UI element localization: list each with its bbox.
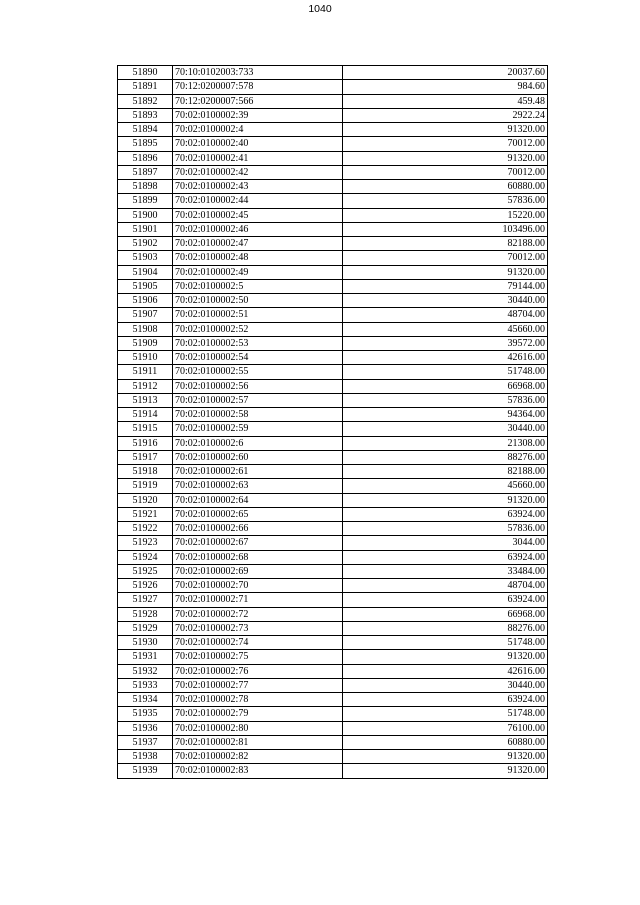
cadastral-value-cell: 21308.00 <box>343 436 548 450</box>
table-row <box>118 550 548 564</box>
row-number-cell: 51915 <box>118 422 173 436</box>
cadastral-number-cell: 70:02:0100002:5 <box>173 279 343 293</box>
row-number-cell: 51911 <box>118 365 173 379</box>
table-row <box>118 579 548 593</box>
row-number-cell: 51913 <box>118 393 173 407</box>
cadastral-number-cell: 70:02:0100002:47 <box>173 237 343 251</box>
cadastral-number-cell: 70:02:0100002:48 <box>173 251 343 265</box>
cadastral-value-cell: 30440.00 <box>343 294 548 308</box>
row-number-cell: 51929 <box>118 621 173 635</box>
table-row <box>118 165 548 179</box>
cadastral-value-cell: 51748.00 <box>343 707 548 721</box>
table-row <box>118 308 548 322</box>
cadastral-value-cell: 66968.00 <box>343 607 548 621</box>
cadastral-number-cell: 70:02:0100002:71 <box>173 593 343 607</box>
row-number-cell: 51928 <box>118 607 173 621</box>
table-row <box>118 265 548 279</box>
cadastral-number-cell: 70:02:0100002:67 <box>173 536 343 550</box>
cadastral-number-cell: 70:02:0100002:78 <box>173 693 343 707</box>
cadastral-number-cell: 70:02:0100002:61 <box>173 465 343 479</box>
cadastral-number-cell: 70:02:0100002:46 <box>173 222 343 236</box>
cadastral-number-cell: 70:02:0100002:54 <box>173 351 343 365</box>
cadastral-number-cell: 70:02:0100002:66 <box>173 522 343 536</box>
row-number-cell: 51932 <box>118 664 173 678</box>
cadastral-value-cell: 70012.00 <box>343 165 548 179</box>
cadastral-value-cell: 70012.00 <box>343 137 548 151</box>
table-row <box>118 108 548 122</box>
table-row <box>118 507 548 521</box>
cadastral-number-cell: 70:02:0100002:65 <box>173 507 343 521</box>
cadastral-value-cell: 984.60 <box>343 80 548 94</box>
cadastral-number-cell: 70:02:0100002:77 <box>173 678 343 692</box>
row-number-cell: 51923 <box>118 536 173 550</box>
table-row <box>118 664 548 678</box>
cadastral-value-cell: 79144.00 <box>343 279 548 293</box>
cadastral-number-cell: 70:02:0100002:79 <box>173 707 343 721</box>
row-number-cell: 51922 <box>118 522 173 536</box>
table-row <box>118 493 548 507</box>
cadastral-value-cell: 91320.00 <box>343 750 548 764</box>
cadastral-value-cell: 20037.60 <box>343 66 548 80</box>
row-number-cell: 51901 <box>118 222 173 236</box>
cadastral-value-cell: 91320.00 <box>343 650 548 664</box>
row-number-cell: 51909 <box>118 336 173 350</box>
row-number-cell: 51936 <box>118 721 173 735</box>
table-row <box>118 208 548 222</box>
cadastral-value-cell: 3044.00 <box>343 536 548 550</box>
cadastral-value-cell: 2922.24 <box>343 108 548 122</box>
table-row <box>118 522 548 536</box>
row-number-cell: 51897 <box>118 165 173 179</box>
cadastral-value-cell: 30440.00 <box>343 422 548 436</box>
table-row <box>118 351 548 365</box>
row-number-cell: 51918 <box>118 465 173 479</box>
cadastral-value-cell: 33484.00 <box>343 564 548 578</box>
table-row <box>118 650 548 664</box>
cadastral-value-cell: 60880.00 <box>343 180 548 194</box>
row-number-cell: 51904 <box>118 265 173 279</box>
table-row <box>118 322 548 336</box>
cadastral-number-cell: 70:02:0100002:58 <box>173 408 343 422</box>
row-number-cell: 51930 <box>118 636 173 650</box>
row-number-cell: 51921 <box>118 507 173 521</box>
cadastral-number-cell: 70:02:0100002:69 <box>173 564 343 578</box>
cadastral-value-cell: 63924.00 <box>343 593 548 607</box>
table-row <box>118 693 548 707</box>
cadastral-value-cell: 48704.00 <box>343 579 548 593</box>
row-number-cell: 51919 <box>118 479 173 493</box>
row-number-cell: 51906 <box>118 294 173 308</box>
cadastral-number-cell: 70:02:0100002:43 <box>173 180 343 194</box>
row-number-cell: 51933 <box>118 678 173 692</box>
table-row <box>118 180 548 194</box>
cadastral-value-cell: 76100.00 <box>343 721 548 735</box>
table-row <box>118 564 548 578</box>
row-number-cell: 51924 <box>118 550 173 564</box>
row-number-cell: 51931 <box>118 650 173 664</box>
cadastral-value-cell: 39572.00 <box>343 336 548 350</box>
row-number-cell: 51905 <box>118 279 173 293</box>
row-number-cell: 51925 <box>118 564 173 578</box>
cadastral-number-cell: 70:02:0100002:6 <box>173 436 343 450</box>
table-row <box>118 408 548 422</box>
cadastral-number-cell: 70:02:0100002:41 <box>173 151 343 165</box>
cadastral-value-cell: 42616.00 <box>343 351 548 365</box>
cadastral-number-cell: 70:02:0100002:70 <box>173 579 343 593</box>
row-number-cell: 51907 <box>118 308 173 322</box>
table-row <box>118 137 548 151</box>
table-row <box>118 66 548 80</box>
cadastral-value-cell: 91320.00 <box>343 493 548 507</box>
cadastral-number-cell: 70:12:0200007:578 <box>173 80 343 94</box>
table-row <box>118 222 548 236</box>
table-row <box>118 94 548 108</box>
row-number-cell: 51916 <box>118 436 173 450</box>
cadastral-value-cell: 57836.00 <box>343 194 548 208</box>
cadastral-value-cell: 70012.00 <box>343 251 548 265</box>
cadastral-value-cell: 48704.00 <box>343 308 548 322</box>
cadastral-number-cell: 70:02:0100002:39 <box>173 108 343 122</box>
row-number-cell: 51892 <box>118 94 173 108</box>
cadastral-number-cell: 70:02:0100002:44 <box>173 194 343 208</box>
table-row <box>118 621 548 635</box>
cadastral-value-cell: 88276.00 <box>343 621 548 635</box>
row-number-cell: 51927 <box>118 593 173 607</box>
cadastral-value-cell: 57836.00 <box>343 393 548 407</box>
cadastral-number-cell: 70:02:0100002:56 <box>173 379 343 393</box>
table-row <box>118 80 548 94</box>
row-number-cell: 51914 <box>118 408 173 422</box>
cadastral-value-cell: 57836.00 <box>343 522 548 536</box>
cadastral-value-cell: 103496.00 <box>343 222 548 236</box>
table-row <box>118 707 548 721</box>
cadastral-value-cell: 51748.00 <box>343 636 548 650</box>
row-number-cell: 51898 <box>118 180 173 194</box>
cadastral-number-cell: 70:02:0100002:80 <box>173 721 343 735</box>
cadastral-number-cell: 70:02:0100002:53 <box>173 336 343 350</box>
table-body <box>118 66 548 779</box>
cadastral-number-cell: 70:02:0100002:73 <box>173 621 343 635</box>
cadastral-value-cell: 63924.00 <box>343 507 548 521</box>
table-row <box>118 379 548 393</box>
row-number-cell: 51912 <box>118 379 173 393</box>
cadastral-number-cell: 70:02:0100002:59 <box>173 422 343 436</box>
cadastral-value-cell: 88276.00 <box>343 450 548 464</box>
page-number: 1040 <box>308 3 332 15</box>
row-number-cell: 51937 <box>118 735 173 749</box>
row-number-cell: 51899 <box>118 194 173 208</box>
cadastral-number-cell: 70:02:0100002:72 <box>173 607 343 621</box>
cadastral-number-cell: 70:02:0100002:81 <box>173 735 343 749</box>
cadastral-number-cell: 70:02:0100002:55 <box>173 365 343 379</box>
cadastral-number-cell: 70:02:0100002:52 <box>173 322 343 336</box>
cadastral-value-cell: 91320.00 <box>343 123 548 137</box>
table-row <box>118 636 548 650</box>
cadastral-value-cell: 82188.00 <box>343 465 548 479</box>
cadastral-number-cell: 70:02:0100002:4 <box>173 123 343 137</box>
cadastral-number-cell: 70:02:0100002:74 <box>173 636 343 650</box>
cadastral-number-cell: 70:02:0100002:75 <box>173 650 343 664</box>
table-row <box>118 194 548 208</box>
table-row <box>118 536 548 550</box>
cadastral-value-cell: 66968.00 <box>343 379 548 393</box>
table-row <box>118 450 548 464</box>
cadastral-number-cell: 70:02:0100002:83 <box>173 764 343 778</box>
cadastral-value-cell: 45660.00 <box>343 479 548 493</box>
cadastral-number-cell: 70:10:0102003:733 <box>173 66 343 80</box>
row-number-cell: 51891 <box>118 80 173 94</box>
row-number-cell: 51910 <box>118 351 173 365</box>
cadastral-number-cell: 70:02:0100002:76 <box>173 664 343 678</box>
cadastral-number-cell: 70:02:0100002:42 <box>173 165 343 179</box>
cadastral-value-cell: 45660.00 <box>343 322 548 336</box>
table-row <box>118 294 548 308</box>
cadastral-number-cell: 70:02:0100002:45 <box>173 208 343 222</box>
table-row <box>118 750 548 764</box>
table-row <box>118 279 548 293</box>
cadastral-value-cell: 91320.00 <box>343 151 548 165</box>
cadastral-number-cell: 70:02:0100002:51 <box>173 308 343 322</box>
table-row <box>118 465 548 479</box>
row-number-cell: 51900 <box>118 208 173 222</box>
table-row <box>118 393 548 407</box>
table-row <box>118 422 548 436</box>
cadastral-value-cell: 459.48 <box>343 94 548 108</box>
row-number-cell: 51926 <box>118 579 173 593</box>
table-row <box>118 251 548 265</box>
cadastral-number-cell: 70:02:0100002:40 <box>173 137 343 151</box>
row-number-cell: 51938 <box>118 750 173 764</box>
cadastral-value-cell: 91320.00 <box>343 764 548 778</box>
row-number-cell: 51903 <box>118 251 173 265</box>
table-row <box>118 764 548 778</box>
row-number-cell: 51917 <box>118 450 173 464</box>
table-row <box>118 237 548 251</box>
row-number-cell: 51895 <box>118 137 173 151</box>
cadastral-value-cell: 15220.00 <box>343 208 548 222</box>
row-number-cell: 51908 <box>118 322 173 336</box>
cadastral-number-cell: 70:02:0100002:57 <box>173 393 343 407</box>
cadastral-value-cell: 63924.00 <box>343 693 548 707</box>
cadastral-value-table <box>117 65 548 779</box>
cadastral-value-cell: 91320.00 <box>343 265 548 279</box>
cadastral-number-cell: 70:02:0100002:64 <box>173 493 343 507</box>
table-row <box>118 123 548 137</box>
table-row <box>118 735 548 749</box>
row-number-cell: 51890 <box>118 66 173 80</box>
cadastral-value-cell: 94364.00 <box>343 408 548 422</box>
table-row <box>118 365 548 379</box>
cadastral-value-cell: 30440.00 <box>343 678 548 692</box>
row-number-cell: 51934 <box>118 693 173 707</box>
row-number-cell: 51939 <box>118 764 173 778</box>
cadastral-value-cell: 82188.00 <box>343 237 548 251</box>
cadastral-value-cell: 42616.00 <box>343 664 548 678</box>
table-row <box>118 151 548 165</box>
table-row <box>118 678 548 692</box>
cadastral-number-cell: 70:12:0200007:566 <box>173 94 343 108</box>
table-row <box>118 336 548 350</box>
row-number-cell: 51894 <box>118 123 173 137</box>
cadastral-value-cell: 60880.00 <box>343 735 548 749</box>
table-row <box>118 593 548 607</box>
cadastral-number-cell: 70:02:0100002:63 <box>173 479 343 493</box>
cadastral-value-cell: 63924.00 <box>343 550 548 564</box>
cadastral-number-cell: 70:02:0100002:68 <box>173 550 343 564</box>
row-number-cell: 51893 <box>118 108 173 122</box>
table-row <box>118 607 548 621</box>
row-number-cell: 51920 <box>118 493 173 507</box>
row-number-cell: 51896 <box>118 151 173 165</box>
cadastral-number-cell: 70:02:0100002:60 <box>173 450 343 464</box>
cadastral-number-cell: 70:02:0100002:49 <box>173 265 343 279</box>
table-row <box>118 479 548 493</box>
row-number-cell: 51935 <box>118 707 173 721</box>
cadastral-number-cell: 70:02:0100002:50 <box>173 294 343 308</box>
cadastral-value-cell: 51748.00 <box>343 365 548 379</box>
cadastral-number-cell: 70:02:0100002:82 <box>173 750 343 764</box>
table-row <box>118 721 548 735</box>
row-number-cell: 51902 <box>118 237 173 251</box>
table-row <box>118 436 548 450</box>
